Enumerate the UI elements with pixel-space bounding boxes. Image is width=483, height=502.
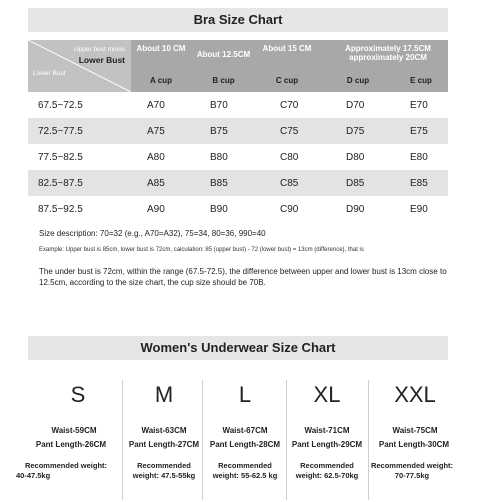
size-column-l xyxy=(205,378,285,480)
recommended-weight xyxy=(16,461,116,481)
waist-value: Waist-67CM xyxy=(222,426,268,435)
size-label: XXL xyxy=(394,382,436,407)
waist-value: Waist-59CM xyxy=(51,426,97,435)
recommended-weight xyxy=(200,461,290,481)
table-row xyxy=(28,170,448,196)
pant-length-value: Pant Length-27CM xyxy=(128,440,200,449)
row-range: 82.5~87.5 xyxy=(38,178,83,189)
cup-d: D cup xyxy=(346,76,370,85)
waist-value: Waist-63CM xyxy=(141,426,187,435)
pant-length-value: Pant Length-26CM xyxy=(35,440,107,449)
row-range: 67.5~72.5 xyxy=(38,100,83,111)
example-note: Example: Upper bust is 85cm, lower bust is 72cm, calculation: 85 (upper bust) - 72 (lower bust) = 13cm (difference), that is xyxy=(39,247,364,253)
size-label: M xyxy=(154,382,174,407)
cell-e: E75 xyxy=(410,126,428,137)
size-description-note: Size description: 70=32 (e.g., A70=A32), 75=34, 80=36, 990=40 xyxy=(39,229,266,238)
cell-c: C80 xyxy=(280,152,299,163)
col-head-d xyxy=(328,44,448,62)
header-corner-cell xyxy=(28,40,131,92)
cell-b: B85 xyxy=(210,178,228,189)
cell-d: D80 xyxy=(346,152,365,163)
cell-d: D85 xyxy=(346,178,365,189)
women-chart-title: Women's Underwear Size Chart xyxy=(28,336,448,360)
cell-e: E80 xyxy=(410,152,428,163)
cup-b: B cup xyxy=(212,76,235,85)
cell-a: A80 xyxy=(147,152,165,163)
lower-bust-corner-label: Lower Bust xyxy=(33,70,66,77)
cell-c: C75 xyxy=(280,126,299,137)
recommended-weight xyxy=(282,461,372,481)
cell-a: A70 xyxy=(147,100,165,111)
size-column-xl xyxy=(287,378,367,480)
explanation-note: The under bust is 72cm, within the range (67.5-72.5), the difference between upper and lower bust is 13cm close to 12.5cm, according to the size chart, the cup size should be 70B. xyxy=(39,267,447,287)
col-head-d-line2: approximately 20CM xyxy=(349,53,427,62)
cell-c: C70 xyxy=(280,100,299,111)
cell-a: A75 xyxy=(147,126,165,137)
row-range: 72.5~77.5 xyxy=(38,126,83,137)
cell-c: C90 xyxy=(280,204,299,215)
waist-value: Waist-75CM xyxy=(392,426,438,435)
cell-d: D70 xyxy=(346,100,365,111)
bra-table-header xyxy=(28,40,448,92)
upper-bust-label: Upper bust minus xyxy=(74,46,125,53)
pant-length-value: Pant Length-29CM xyxy=(291,440,363,449)
recommended-weight-line1: Recommended weight: xyxy=(370,461,454,470)
cell-c: C85 xyxy=(280,178,299,189)
cell-d: D75 xyxy=(346,126,365,137)
recommended-weight-line1: Recommended weight: xyxy=(24,461,108,470)
recommended-weight-line1: Recommended xyxy=(137,461,191,470)
pant-length-value: Pant Length-28CM xyxy=(209,440,281,449)
cell-d: D90 xyxy=(346,204,365,215)
col-head-b: About 12.5CM xyxy=(196,50,251,59)
size-column-m xyxy=(124,378,204,480)
pant-length-value: Pant Length-30CM xyxy=(378,440,450,449)
cell-a: A85 xyxy=(147,178,165,189)
cell-b: B80 xyxy=(210,152,228,163)
cell-b: B75 xyxy=(210,126,228,137)
table-row xyxy=(28,144,448,170)
cell-e: E90 xyxy=(410,204,428,215)
recommended-weight-line2: weight: 62.5-70kg xyxy=(295,471,359,480)
row-range: 77.5~82.5 xyxy=(38,152,83,163)
bra-chart-title: Bra Size Chart xyxy=(28,8,448,32)
col-head-d-line1: Approximately 17.5CM xyxy=(345,44,431,53)
table-row xyxy=(28,92,448,118)
cell-b: B70 xyxy=(210,100,228,111)
recommended-weight-line2: weight: 55-62.5 kg xyxy=(212,471,278,480)
size-label: XL xyxy=(313,382,341,407)
lower-bust-label: Lower Bust xyxy=(78,55,125,65)
recommended-weight-line2: 70-77.5kg xyxy=(394,471,430,480)
row-range: 87.5~92.5 xyxy=(38,204,83,215)
col-head-a: About 10 CM xyxy=(136,44,186,53)
recommended-weight-line2: 40-47.5kg xyxy=(16,471,51,480)
size-column-xxl xyxy=(370,378,455,480)
recommended-weight-line2: weight: 47.5-55kg xyxy=(132,471,196,480)
col-head-c: About 15 CM xyxy=(262,44,312,53)
recommended-weight-line1: Recommended xyxy=(300,461,354,470)
waist-value: Waist-71CM xyxy=(304,426,350,435)
cell-b: B90 xyxy=(210,204,228,215)
cell-e: E70 xyxy=(410,100,428,111)
table-row xyxy=(28,118,448,144)
recommended-weight-line1: Recommended xyxy=(218,461,272,470)
size-label: L xyxy=(238,382,252,407)
cup-a: A cup xyxy=(150,76,172,85)
size-label: S xyxy=(70,382,86,407)
cell-e: E85 xyxy=(410,178,428,189)
cup-e: E cup xyxy=(410,76,432,85)
cell-a: A90 xyxy=(147,204,165,215)
cup-c: C cup xyxy=(275,76,299,85)
table-row xyxy=(28,196,448,222)
recommended-weight xyxy=(119,461,209,481)
size-column-s xyxy=(16,378,118,480)
recommended-weight xyxy=(367,461,457,481)
